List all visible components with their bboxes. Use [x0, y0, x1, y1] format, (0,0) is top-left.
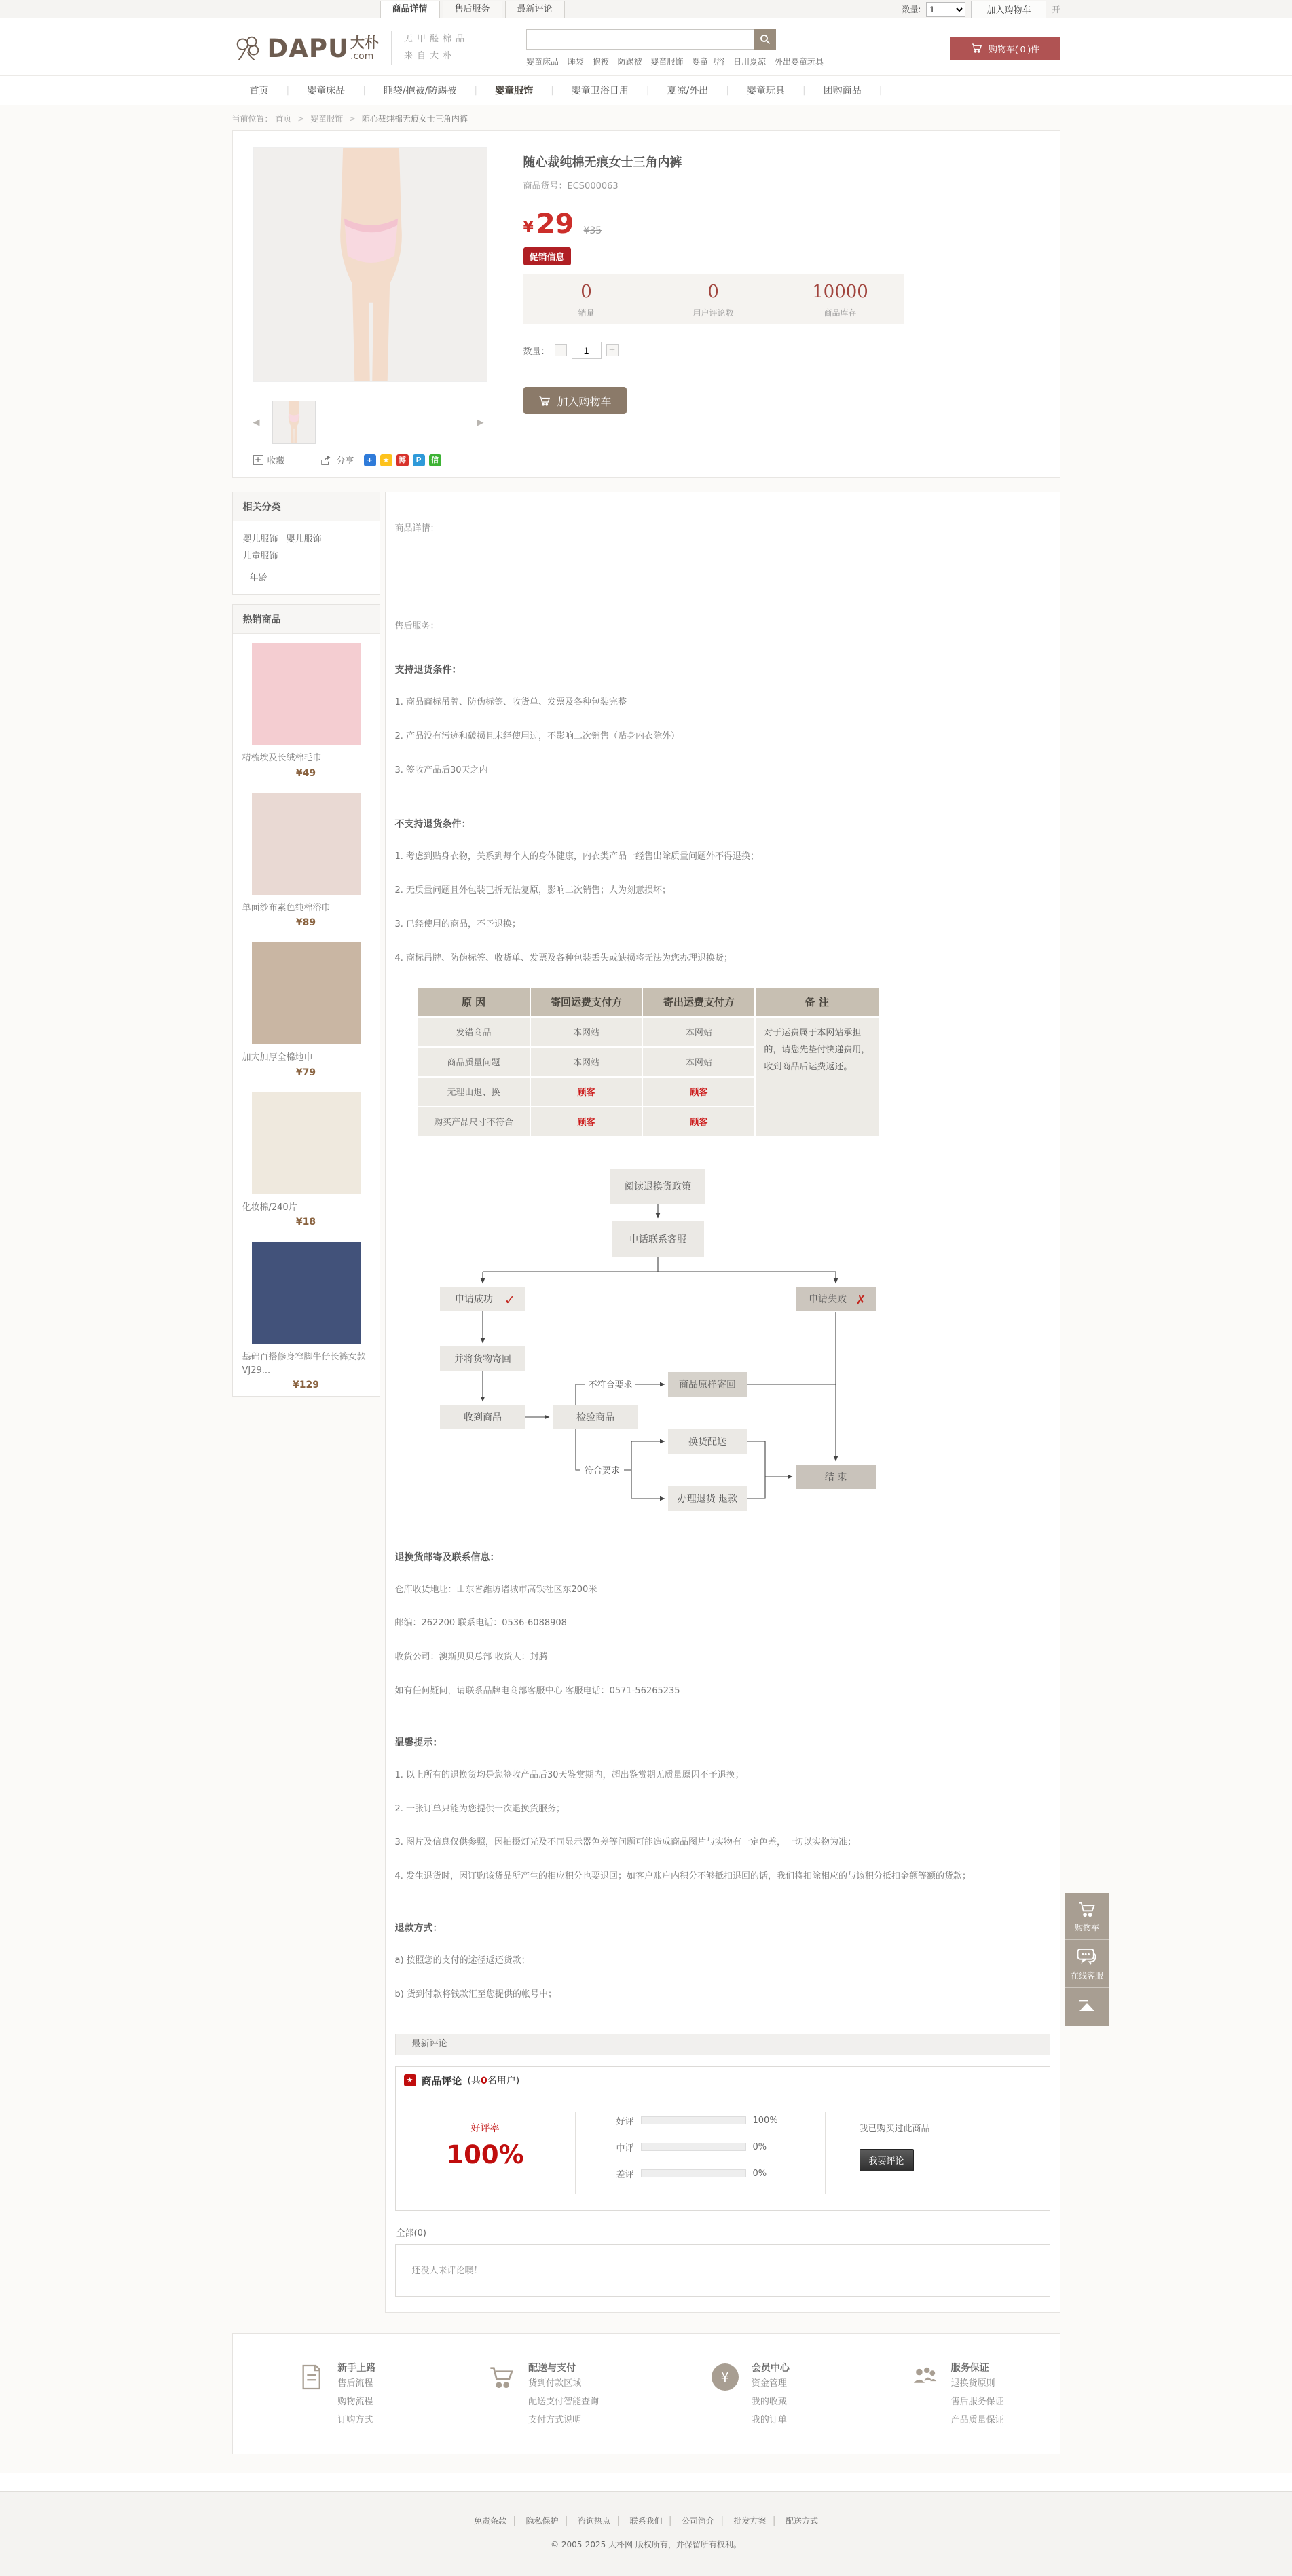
gallery-prev-icon[interactable]: ◀	[253, 417, 260, 428]
floating-cart-button[interactable]: 购物车	[1065, 1893, 1109, 1939]
detail-panel: 商品详情： 售后服务： 支持退货条件： 1. 商品商标吊牌、防伪标签、收货单、发票及各种包装完整 2. 产品没有污迹和破损且未经使用过，不影响二次销售（贴身内衣除外） 3. 签收产品后30天之内 不支持退货条件： 1. 考虑到贴身衣物，关系到每个人的身体健康，内衣类产品一经售出除质量问题外不得退换； 2. 无质量问题且外包装已拆无法复原，影响二次销售；人为刻意损坏； 3. 已经使用的商品，不予退换； 4. 商标吊牌、防伪标签、收货单、发票及各种包装丢失或缺损将无法为您办理退换货； 原 因 寄回运费支付方 寄出运费支付方 备 注 发错商品 本网站 本网站 对于运费属于本网站承担的，请您先垫付快递费用，收到商品后运费返还。 商品质量问题 本网站 本网站 无理由退、换 顾客 顾客 购买产品尺寸不符合 顾客 顾客 阅读退换货政策 电话联系客服 申请成功 ✓ 申请失败 ✗ 并将货物寄回 收到商品 检验商品 不符合要求 商品原样寄回 符合要求 换货配送 办理退货 退款 结 束 退换货邮寄及联系信息： 仓库收货地址：山东省潍坊诸城市高铁社区东200米 邮编：262200 联系电话：0536-6088908 收货公司：澳斯贝贝总部 收货人：封腾 如有任何疑问，请联系品牌电商部客服中心 客服电话：0571-56265235 温馨提示： 1. 以上所有的退换货均是您签收产品后30天鉴赏期内，超出鉴赏期无质量原因不予退换； 2. 一张订单只能为您提供一次退换货服务； 3. 图片及信息仅供参照，因拍摄灯光及不同显示器色差等问题可能造成商品图片与实物有一定色差，一切以实物为准； 4. 发生退货时，因订购该货品所产生的相应积分也要退回；如客户账户内积分不够抵扣退回的话，我们将扣除相应的与该积分抵扣金额等额的货款； 退款方式： a) 按照您的支付的途径返还货款； b) 货到付款将钱款汇至您提供的帐号中； 最新评论 ★ 商品评论 (共0名用户) 好评率 100% 好评 100% 中评 0% 差评 0% 我已购买过此商品 我要评论 全部(0) 还没人来评论噢！	[385, 492, 1060, 2313]
footer-link[interactable]: 我的订单	[751, 2415, 787, 2426]
rating-bars	[576, 2112, 826, 2194]
review-count: (共0名用户)	[467, 2076, 520, 2087]
no-support-return-title: 不支持退货条件：	[394, 819, 471, 830]
product-title: 随心裁纯棉无痕女士三角内裤	[523, 155, 682, 170]
svg-text:不符合要求: 不符合要求	[587, 1380, 633, 1391]
related-category-link-age[interactable]: 年龄	[249, 573, 267, 583]
related-category-link[interactable]: 儿童服饰	[242, 551, 278, 562]
footer-link[interactable]: 货到付款区域	[528, 2378, 582, 2389]
breadcrumb-home[interactable]: 首页	[275, 114, 292, 124]
svg-text:阅读退换货政策: 阅读退换货政策	[624, 1181, 691, 1192]
chat-icon	[1076, 1947, 1098, 1967]
promo-badge: 促销信息	[523, 247, 571, 265]
share-plus-icon[interactable]: +	[364, 454, 376, 466]
return-flowchart	[417, 1163, 880, 1517]
nav-bedding[interactable]: 婴童床品	[307, 86, 346, 96]
search-area	[526, 29, 830, 67]
bottom-link[interactable]: 隐私保护	[525, 2516, 559, 2526]
hot-products-panel	[232, 604, 380, 1397]
back-to-top-icon	[1075, 1998, 1099, 2012]
footer-col-guide: 新手上路 售后流程 购物流程 订购方式	[233, 2361, 439, 2430]
logo-brand-text: DAPU	[267, 33, 350, 63]
svg-text:检验商品: 检验商品	[576, 1412, 614, 1423]
share-icon	[320, 455, 333, 466]
back-to-top-button[interactable]	[1065, 1987, 1109, 2026]
qzone-icon[interactable]: ★	[380, 454, 392, 466]
svg-text:办理退货 退款: 办理退货 退款	[677, 1493, 737, 1505]
hot-keyword[interactable]: 婴童服饰	[650, 57, 684, 67]
hot-product-item[interactable]: 化妆棉/240片 ¥18	[233, 1084, 380, 1234]
flow-node-send-back	[440, 1346, 525, 1371]
related-category-link[interactable]: 婴儿服饰	[242, 534, 278, 545]
bottom-link[interactable]: 配送方式	[785, 2516, 818, 2526]
breadcrumb: 当前位置： 首页 > 婴童服饰 > 随心裁纯棉无痕女士三角内裤	[232, 114, 468, 124]
cart-icon	[970, 42, 983, 54]
shipping-fee-table: 原 因 寄回运费支付方 寄出运费支付方 备 注 发错商品 本网站 本网站 对于运费属于本网站承担的，请您先垫付快递费用，收到商品后运费返还。 商品质量问题 本网站 本网站 无理由退、换 顾客 顾客 购买产品尺寸不符合 顾客 顾客	[417, 987, 880, 1137]
price-row	[523, 208, 1039, 240]
stat-sales: 0 销量	[578, 282, 595, 318]
site-logo[interactable]	[232, 33, 380, 64]
related-categories-panel	[232, 492, 380, 595]
hot-keyword[interactable]: 防踢被	[617, 57, 642, 67]
table-row: 购买产品尺寸不符合 顾客 顾客	[418, 1107, 879, 1136]
currency-symbol: ¥	[523, 219, 534, 236]
nav-toys[interactable]: 婴童玩具	[746, 86, 785, 96]
flow-node-exchange	[668, 1429, 747, 1454]
footer-link[interactable]: 退换货原则	[950, 2378, 995, 2389]
svg-text:申请成功: 申请成功	[454, 1293, 493, 1305]
flow-node-receive	[440, 1405, 525, 1429]
svg-text:符合要求: 符合要求	[584, 1465, 620, 1476]
hot-product-item[interactable]: 基础百搭修身窄脚牛仔长裤女款VJ29... ¥129	[233, 1233, 380, 1396]
original-price: ¥35	[583, 225, 602, 236]
share-services	[364, 454, 441, 466]
footer-col-service: 服务保证 退换货原则 售后服务保证 产品质量保证	[853, 2361, 1060, 2430]
cart-icon	[538, 394, 551, 407]
hot-product-item[interactable]: 精梳埃及长绒棉毛巾 ¥49	[233, 634, 380, 784]
hot-keyword[interactable]: 婴童床品	[526, 57, 559, 67]
nav-sleepbags[interactable]: 睡袋/抱被/防踢被	[383, 86, 457, 96]
topbar-quantity-label: 数量:	[902, 5, 921, 14]
hot-product-image	[252, 1242, 361, 1344]
quantity-plus-button[interactable]: +	[606, 344, 619, 356]
hot-keyword[interactable]: 睡袋	[567, 57, 584, 67]
empty-reviews-box: 还没人来评论噢！	[395, 2244, 1050, 2297]
flow-node-return-original	[668, 1372, 747, 1397]
svg-text:结 束: 结 束	[824, 1471, 847, 1483]
service-users-icon	[910, 2363, 939, 2389]
write-review-button[interactable]: 我要评论	[860, 2149, 914, 2171]
nav-kids-clothing[interactable]: 婴童服饰	[495, 86, 534, 96]
hot-product-image	[252, 1092, 361, 1194]
related-categories-title: 相关分类	[233, 492, 380, 521]
contact-info-title: 退换货邮寄及联系信息：	[394, 1551, 500, 1563]
flow-node-read-policy	[610, 1169, 705, 1204]
product-gallery	[253, 147, 491, 466]
footer-link[interactable]: 支付方式说明	[528, 2415, 582, 2426]
hot-product-image	[252, 643, 361, 745]
hot-keyword[interactable]: 外出婴童玩具	[774, 57, 824, 67]
footer-link[interactable]: 我的收藏	[751, 2396, 787, 2407]
svg-text:申请失败: 申请失败	[808, 1293, 847, 1305]
cotton-flower-icon	[232, 33, 263, 64]
search-icon	[760, 34, 771, 45]
flow-node-end	[796, 1465, 876, 1489]
rating-bar-negative: 差评 0%	[616, 2168, 767, 2180]
review-panel	[395, 2066, 1050, 2211]
search-input[interactable]	[526, 29, 754, 50]
svg-text:并将货物寄回: 并将货物寄回	[454, 1353, 511, 1365]
table-row: 商品质量问题 本网站 本网站	[418, 1048, 879, 1076]
bottom-link[interactable]: 免责条款	[473, 2516, 506, 2526]
logo-cn-text: 大朴	[350, 34, 380, 51]
site-header	[0, 18, 1292, 75]
hot-product-image	[252, 942, 361, 1044]
review-title: 商品评论	[421, 2074, 462, 2087]
breadcrumb-category[interactable]: 婴童服饰	[310, 114, 344, 124]
footer-link[interactable]: 资金管理	[751, 2378, 787, 2389]
purchased-text: 我已购买过此商品	[859, 2123, 930, 2134]
topbar-quantity-select[interactable]	[926, 2, 965, 17]
hot-keyword[interactable]: 日用夏凉	[733, 57, 767, 67]
stat-review-count: 0 用户评论数	[650, 274, 777, 324]
pengyou-icon[interactable]: P	[413, 454, 425, 466]
flow-label-not-match	[585, 1378, 635, 1391]
all-reviews-tab[interactable]: 全部(0)	[396, 2228, 426, 2239]
product-thumbnail[interactable]	[272, 401, 316, 444]
tab-product-detail[interactable]: 商品详情	[380, 1, 440, 18]
svg-text:收到商品: 收到商品	[463, 1412, 502, 1423]
service-section-label: 售后服务：	[394, 621, 439, 631]
hot-keyword[interactable]: 抱被	[592, 57, 609, 67]
footer-link[interactable]: 订购方式	[337, 2415, 373, 2426]
footer-link[interactable]: 售后服务保证	[950, 2396, 1004, 2407]
bottom-link[interactable]: 批发方案	[733, 2516, 767, 2526]
rating-summary: 好评率 100%	[396, 2112, 576, 2194]
flow-node-fail	[796, 1287, 876, 1311]
bottom-bar	[0, 2491, 1292, 2576]
tips-title: 温馨提示：	[394, 1737, 443, 1748]
bottom-link[interactable]: 咨询热点	[577, 2516, 610, 2526]
svg-text:✓: ✓	[504, 1292, 515, 1308]
footer-link[interactable]: 配送支付智能查询	[528, 2396, 599, 2407]
table-row: 发错商品 本网站 本网站 对于运费属于本网站承担的，请您先垫付快递费用，收到商品后运费返还。	[418, 1018, 879, 1046]
rating-bar-neutral: 中评 0%	[616, 2141, 767, 2154]
hot-keyword[interactable]: 婴童卫浴	[692, 57, 725, 67]
flow-node-refund	[668, 1486, 747, 1511]
member-yuan-icon: ¥	[712, 2363, 739, 2391]
hot-product-image	[252, 793, 361, 895]
main-nav: 首页 | 婴童床品 | 睡袋/抱被/防踢被 | 婴童服饰 | 婴童卫浴日用 | 夏凉/外出 | 婴童玩具 | 团购商品 |	[0, 75, 1292, 105]
share-link[interactable]: 分享	[336, 456, 354, 466]
hot-keywords	[526, 56, 830, 67]
review-star-icon: ★	[404, 2074, 416, 2086]
copyright: © 2005-2025 大朴网 版权所有，并保留所有权利。	[551, 2540, 741, 2550]
product-info	[523, 147, 1039, 466]
logo-domain-text: .com	[350, 50, 374, 62]
svg-text:✗: ✗	[855, 1292, 866, 1308]
favorite-plus-icon: +	[253, 455, 263, 465]
svg-text:换货配送: 换货配送	[688, 1436, 726, 1448]
delivery-cart-icon	[487, 2363, 516, 2391]
support-return-title: 支持退货条件：	[394, 665, 462, 676]
flow-node-inspect	[553, 1405, 638, 1429]
weibo-icon[interactable]: 博	[396, 454, 409, 466]
nav-bath-daily[interactable]: 婴童卫浴日用	[571, 86, 629, 96]
quantity-input[interactable]	[572, 342, 602, 359]
flow-node-success	[440, 1287, 525, 1311]
topbar-add-to-cart-button[interactable]: 加入购物车	[971, 1, 1046, 18]
sidebar	[232, 492, 380, 1406]
footer-link[interactable]: 购物流程	[337, 2396, 373, 2407]
nav-home[interactable]: 首页	[249, 86, 269, 96]
search-button[interactable]	[754, 29, 776, 50]
hot-product-item[interactable]: 加大加厚全棉地巾 ¥79	[233, 934, 380, 1084]
flow-node-contact	[612, 1221, 704, 1257]
svg-text:商品原样寄回: 商品原样寄回	[678, 1379, 736, 1391]
product-panel	[232, 130, 1060, 478]
floating-toolbar	[1065, 1893, 1109, 2026]
flow-label-match	[580, 1464, 624, 1476]
footer-service-panel	[232, 2333, 1060, 2455]
thumbnail-strip	[253, 399, 491, 445]
tab-latest-reviews[interactable]: 最新评论	[505, 1, 565, 18]
latest-reviews-bar: 最新评论	[395, 2034, 1050, 2055]
footer-col-delivery: 配送与支付 货到付款区域 配送支付智能查询 支付方式说明	[439, 2361, 646, 2430]
related-category-link[interactable]: 婴儿服饰	[286, 534, 322, 545]
brand-tagline: 无甲醛棉品 来自大朴	[391, 31, 468, 65]
detail-tabs	[380, 1, 565, 18]
bottom-link[interactable]: 联系我们	[629, 2516, 663, 2526]
quantity-minus-button[interactable]: -	[555, 344, 567, 356]
product-image[interactable]	[253, 147, 487, 382]
table-row: 无理由退、换 顾客 顾客	[418, 1078, 879, 1106]
refund-method-title: 退款方式：	[394, 1922, 443, 1934]
rating-bar-positive: 好评 100%	[616, 2115, 778, 2127]
header-cart-button[interactable]: 购物车( 0 )件	[950, 37, 1060, 60]
tab-after-sale[interactable]: 售后服务	[443, 1, 502, 18]
nav-group-buy[interactable]: 团购商品	[823, 86, 862, 96]
add-to-cart-button[interactable]: 加入购物车	[523, 387, 627, 414]
hot-product-item[interactable]: 单面纱布素色纯棉浴巾 ¥89	[233, 784, 380, 934]
detail-section-label: 商品详情：	[394, 523, 439, 534]
floating-service-button[interactable]: 在线客服	[1065, 1939, 1109, 1987]
quantity-label: 数量：	[523, 346, 550, 357]
quantity-stepper	[523, 342, 1039, 359]
wechat-icon[interactable]: 信	[429, 454, 441, 466]
product-stats	[523, 274, 904, 324]
topbar-expand-text[interactable]: 开	[1052, 5, 1060, 14]
nav-summer-out[interactable]: 夏凉/外出	[667, 86, 709, 96]
rating-percentage: 100%	[446, 2139, 524, 2169]
product-price: 29	[536, 208, 574, 240]
svg-text:电话联系客服: 电话联系客服	[629, 1234, 686, 1245]
bottom-link[interactable]: 公司简介	[681, 2516, 714, 2526]
cart-icon	[1076, 1900, 1098, 1919]
top-tab-bar	[0, 0, 1292, 18]
gallery-next-icon[interactable]: ▶	[477, 417, 484, 428]
product-sku: 商品货号：ECS000063	[523, 181, 619, 191]
breadcrumb-current: 随心裁纯棉无痕女士三角内裤	[361, 114, 468, 124]
favorite-link[interactable]: 收藏	[267, 456, 285, 466]
guide-icon	[299, 2363, 322, 2391]
bottom-links: 免责条款 | 隐私保护 | 咨询热点 | 联系我们 | 公司简介 | 批发方案 | 配送方式	[473, 2514, 818, 2527]
footer-col-member: ¥ 会员中心 资金管理 我的收藏 我的订单	[646, 2361, 853, 2430]
stat-stock: 10000 商品库存	[777, 274, 904, 324]
hot-products-title: 热销商品	[233, 605, 380, 634]
footer-link[interactable]: 产品质量保证	[950, 2415, 1004, 2426]
footer-link[interactable]: 售后流程	[337, 2378, 373, 2389]
